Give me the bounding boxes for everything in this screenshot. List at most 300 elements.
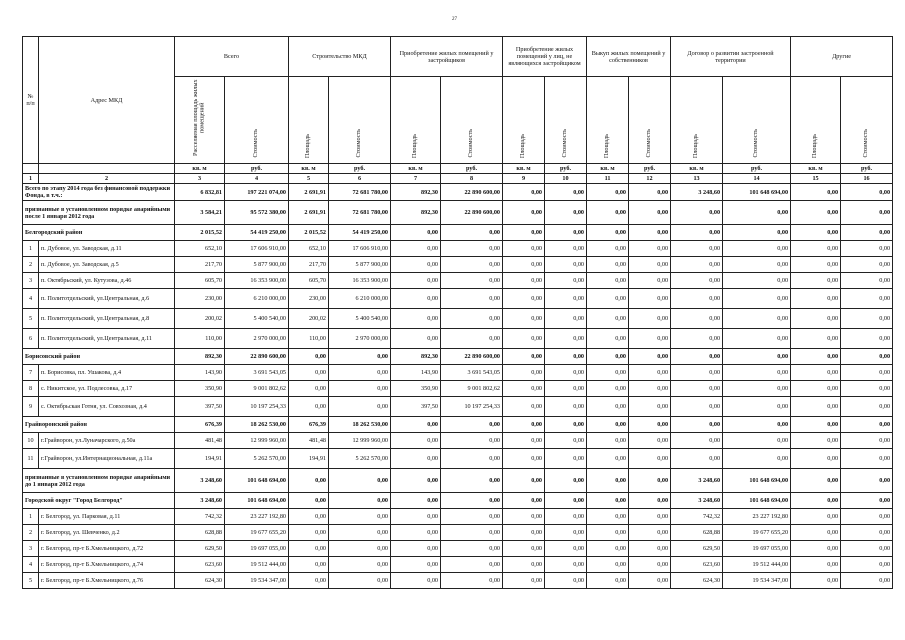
area-value-cell: 194,91 <box>289 449 329 469</box>
area-value-cell: 0,00 <box>587 509 629 525</box>
cost-value-cell: 101 648 694,00 <box>723 184 791 201</box>
cost-value-cell: 0,00 <box>329 541 391 557</box>
row-number: 7 <box>23 365 39 381</box>
cost-value-cell: 0,00 <box>545 417 587 433</box>
area-value-cell: 0,00 <box>671 381 723 397</box>
group-label-cell: Всего по этапу 2014 года без финансовой поддержки Фонда, в т.ч.: <box>23 184 175 201</box>
address-cell: с. Октябрьская Готня, ул. Совхозная, д.4 <box>39 397 175 417</box>
cost-value-cell: 0,00 <box>723 201 791 225</box>
area-value-cell: 481,48 <box>289 433 329 449</box>
cost-value-cell: 54 419 250,00 <box>225 225 289 241</box>
cost-value-cell: 3 691 543,05 <box>441 365 503 381</box>
area-value-cell: 0,00 <box>289 509 329 525</box>
area-value-cell: 0,00 <box>289 541 329 557</box>
column-number: 13 <box>671 174 723 184</box>
area-value-cell: 0,00 <box>671 309 723 329</box>
district-row <box>23 417 893 433</box>
subheader-area: Площадь <box>587 77 629 164</box>
table-row <box>23 557 893 573</box>
area-value-cell: 3 584,21 <box>175 201 225 225</box>
area-value-cell: 2 691,91 <box>289 184 329 201</box>
cost-value-cell: 0,00 <box>629 365 671 381</box>
header-group: Другие <box>791 37 893 77</box>
cost-value-cell: 0,00 <box>329 365 391 381</box>
area-value-cell: 652,10 <box>175 241 225 257</box>
area-value-cell: 0,00 <box>791 329 841 349</box>
cost-value-cell: 19 677 655,20 <box>723 525 791 541</box>
table-row <box>23 449 893 469</box>
area-value-cell: 6 832,81 <box>175 184 225 201</box>
cost-value-cell: 0,00 <box>841 184 893 201</box>
area-value-cell: 0,00 <box>671 449 723 469</box>
address-cell: с. Никитское, ул. Подлесовка, д.17 <box>39 381 175 397</box>
area-value-cell: 0,00 <box>587 525 629 541</box>
column-number: 8 <box>441 174 503 184</box>
cost-value-cell: 0,00 <box>441 469 503 493</box>
unit-label: кв. м <box>791 164 841 174</box>
column-number: 14 <box>723 174 791 184</box>
address-cell: г.Грайворон, ул.Интернациональная, д.11а <box>39 449 175 469</box>
cost-value-cell: 0,00 <box>545 509 587 525</box>
group-label-cell: Белгородский район <box>23 225 175 241</box>
header-group: Строительство МКД <box>289 37 391 77</box>
subheader-area: Площадь <box>671 77 723 164</box>
cost-value-cell: 0,00 <box>723 397 791 417</box>
cost-value-cell: 0,00 <box>629 329 671 349</box>
cost-value-cell: 0,00 <box>545 469 587 493</box>
area-value-cell: 143,90 <box>175 365 225 381</box>
area-value-cell: 628,88 <box>671 525 723 541</box>
area-value-cell: 0,00 <box>587 309 629 329</box>
area-value-cell: 481,48 <box>175 433 225 449</box>
area-value-cell: 0,00 <box>503 365 545 381</box>
area-value-cell: 624,30 <box>671 573 723 589</box>
units-row <box>23 164 893 174</box>
cost-value-cell: 0,00 <box>441 573 503 589</box>
subheader-cost: Стоимость <box>329 77 391 164</box>
area-value-cell: 0,00 <box>503 201 545 225</box>
area-value-cell: 143,90 <box>391 365 441 381</box>
cost-value-cell: 0,00 <box>545 329 587 349</box>
cost-value-cell: 0,00 <box>441 273 503 289</box>
area-value-cell: 0,00 <box>671 289 723 309</box>
cost-value-cell: 0,00 <box>629 417 671 433</box>
group-label-cell: признанные в установленном порядке аварийными после 1 января 2012 года <box>23 201 175 225</box>
cost-value-cell: 72 681 780,00 <box>329 184 391 201</box>
cost-value-cell: 54 419 250,00 <box>329 225 391 241</box>
unit-label: руб. <box>723 164 791 174</box>
cost-value-cell: 0,00 <box>329 557 391 573</box>
cost-value-cell: 2 970 000,00 <box>329 329 391 349</box>
table-row <box>23 289 893 309</box>
unit-label: кв. м <box>587 164 629 174</box>
area-value-cell: 742,32 <box>175 509 225 525</box>
area-value-cell: 0,00 <box>289 493 329 509</box>
total-row <box>23 184 893 201</box>
cost-value-cell: 0,00 <box>545 573 587 589</box>
subheader-area: Площадь <box>503 77 545 164</box>
column-number: 4 <box>225 174 289 184</box>
row-number: 8 <box>23 381 39 397</box>
area-value-cell: 0,00 <box>289 557 329 573</box>
area-value-cell: 0,00 <box>671 225 723 241</box>
group-label-cell: Городской округ "Город Белгород" <box>23 493 175 509</box>
area-value-cell: 0,00 <box>391 573 441 589</box>
cost-value-cell: 0,00 <box>441 525 503 541</box>
table-row <box>23 573 893 589</box>
cost-value-cell: 0,00 <box>629 509 671 525</box>
column-number: 11 <box>587 174 629 184</box>
cost-value-cell: 0,00 <box>841 397 893 417</box>
cost-value-cell: 0,00 <box>441 449 503 469</box>
cost-value-cell: 0,00 <box>545 184 587 201</box>
area-value-cell: 892,30 <box>391 349 441 365</box>
area-value-cell: 0,00 <box>503 349 545 365</box>
cost-value-cell: 0,00 <box>841 241 893 257</box>
cost-value-cell: 101 648 694,00 <box>723 493 791 509</box>
cost-value-cell: 0,00 <box>629 557 671 573</box>
row-number: 5 <box>23 573 39 589</box>
area-value-cell: 397,50 <box>391 397 441 417</box>
cost-value-cell: 0,00 <box>545 541 587 557</box>
cost-value-cell: 17 606 910,00 <box>329 241 391 257</box>
cost-value-cell: 0,00 <box>841 349 893 365</box>
group-label-cell: Грайворонский район <box>23 417 175 433</box>
row-number: 9 <box>23 397 39 417</box>
cost-value-cell: 0,00 <box>329 381 391 397</box>
area-value-cell: 0,00 <box>791 241 841 257</box>
area-value-cell: 0,00 <box>671 257 723 273</box>
cost-value-cell: 0,00 <box>329 469 391 493</box>
cost-value-cell: 0,00 <box>545 433 587 449</box>
table-body <box>23 184 893 589</box>
area-value-cell: 0,00 <box>503 257 545 273</box>
cost-value-cell: 0,00 <box>329 349 391 365</box>
area-value-cell: 3 248,60 <box>175 493 225 509</box>
row-number: 4 <box>23 289 39 309</box>
cost-value-cell: 0,00 <box>723 417 791 433</box>
cost-value-cell: 0,00 <box>629 573 671 589</box>
area-value-cell: 3 248,60 <box>671 184 723 201</box>
cost-value-cell: 0,00 <box>723 365 791 381</box>
area-value-cell: 676,39 <box>289 417 329 433</box>
column-number: 2 <box>39 174 175 184</box>
cost-value-cell: 23 227 192,80 <box>723 509 791 525</box>
area-value-cell: 0,00 <box>391 329 441 349</box>
area-value-cell: 0,00 <box>503 433 545 449</box>
subheader-cost: Стоимость <box>629 77 671 164</box>
area-value-cell: 3 248,60 <box>671 469 723 493</box>
unit-label: руб. <box>225 164 289 174</box>
cost-value-cell: 12 999 960,00 <box>329 433 391 449</box>
cost-value-cell: 10 197 254,33 <box>441 397 503 417</box>
row-number: 2 <box>23 257 39 273</box>
area-value-cell: 3 248,60 <box>175 469 225 493</box>
area-value-cell: 0,00 <box>791 289 841 309</box>
cost-value-cell: 101 648 694,00 <box>225 469 289 493</box>
cost-value-cell: 0,00 <box>629 273 671 289</box>
address-cell: п. Политотдельский, ул.Центральная, д.6 <box>39 289 175 309</box>
header-group: Договор о развитии застроенной территории <box>671 37 791 77</box>
cost-value-cell: 9 001 802,62 <box>441 381 503 397</box>
area-value-cell: 892,30 <box>391 201 441 225</box>
area-value-cell: 350,90 <box>175 381 225 397</box>
area-value-cell: 0,00 <box>791 493 841 509</box>
row-number: 11 <box>23 449 39 469</box>
area-value-cell: 217,70 <box>289 257 329 273</box>
cost-value-cell: 0,00 <box>329 525 391 541</box>
subheader-area: Площадь <box>289 77 329 164</box>
area-value-cell: 0,00 <box>791 541 841 557</box>
cost-value-cell: 197 221 074,00 <box>225 184 289 201</box>
cost-value-cell: 0,00 <box>841 449 893 469</box>
cost-value-cell: 5 400 540,00 <box>329 309 391 329</box>
cost-value-cell: 0,00 <box>723 329 791 349</box>
area-value-cell: 0,00 <box>791 509 841 525</box>
address-cell: п. Борисовка, пл. Ушакова, д.4 <box>39 365 175 381</box>
row-number: 5 <box>23 309 39 329</box>
area-value-cell: 3 248,60 <box>671 493 723 509</box>
area-value-cell: 0,00 <box>503 493 545 509</box>
cost-value-cell: 2 970 000,00 <box>225 329 289 349</box>
cost-value-cell: 0,00 <box>545 257 587 273</box>
area-value-cell: 0,00 <box>587 557 629 573</box>
area-value-cell: 0,00 <box>587 241 629 257</box>
area-value-cell: 0,00 <box>503 573 545 589</box>
area-value-cell: 0,00 <box>587 573 629 589</box>
area-value-cell: 0,00 <box>391 273 441 289</box>
cost-value-cell: 0,00 <box>841 329 893 349</box>
area-value-cell: 0,00 <box>587 273 629 289</box>
column-number: 12 <box>629 174 671 184</box>
area-value-cell: 0,00 <box>391 225 441 241</box>
area-value-cell: 0,00 <box>791 397 841 417</box>
cost-value-cell: 72 681 780,00 <box>329 201 391 225</box>
area-value-cell: 0,00 <box>587 469 629 493</box>
area-value-cell: 0,00 <box>671 397 723 417</box>
table-row <box>23 525 893 541</box>
area-value-cell: 0,00 <box>391 309 441 329</box>
area-value-cell: 0,00 <box>391 433 441 449</box>
cost-value-cell: 3 691 543,05 <box>225 365 289 381</box>
cost-value-cell: 0,00 <box>629 309 671 329</box>
cost-value-cell: 0,00 <box>841 273 893 289</box>
cost-value-cell: 0,00 <box>841 469 893 493</box>
area-value-cell: 0,00 <box>671 365 723 381</box>
cost-value-cell: 5 262 570,00 <box>329 449 391 469</box>
cost-value-cell: 0,00 <box>723 273 791 289</box>
area-value-cell: 676,39 <box>175 417 225 433</box>
area-value-cell: 0,00 <box>503 273 545 289</box>
column-number: 5 <box>289 174 329 184</box>
area-value-cell: 605,70 <box>175 273 225 289</box>
area-value-cell: 0,00 <box>671 433 723 449</box>
row-number: 3 <box>23 541 39 557</box>
table-row <box>23 397 893 417</box>
resettlement-table <box>22 36 893 589</box>
cost-value-cell: 0,00 <box>545 201 587 225</box>
cost-value-cell: 0,00 <box>441 241 503 257</box>
area-value-cell: 2 691,91 <box>289 201 329 225</box>
area-value-cell: 0,00 <box>791 257 841 273</box>
subheader-area: Расселяемая площадь жилых помещений <box>175 77 225 164</box>
area-value-cell: 0,00 <box>503 397 545 417</box>
cost-value-cell: 19 534 347,00 <box>723 573 791 589</box>
cost-value-cell: 0,00 <box>629 541 671 557</box>
area-value-cell: 652,10 <box>289 241 329 257</box>
cost-value-cell: 18 262 530,00 <box>225 417 289 433</box>
subheader-area: Площадь <box>791 77 841 164</box>
area-value-cell: 0,00 <box>391 469 441 493</box>
area-value-cell: 0,00 <box>791 349 841 365</box>
cost-value-cell: 0,00 <box>723 289 791 309</box>
cost-value-cell: 0,00 <box>841 289 893 309</box>
area-value-cell: 0,00 <box>503 525 545 541</box>
area-value-cell: 0,00 <box>671 329 723 349</box>
area-value-cell: 110,00 <box>175 329 225 349</box>
area-value-cell: 2 015,52 <box>175 225 225 241</box>
area-value-cell: 0,00 <box>587 201 629 225</box>
column-number: 3 <box>175 174 225 184</box>
cost-value-cell: 0,00 <box>723 433 791 449</box>
cost-value-cell: 0,00 <box>841 417 893 433</box>
row-number: 2 <box>23 525 39 541</box>
area-value-cell: 0,00 <box>587 329 629 349</box>
cost-value-cell: 0,00 <box>841 557 893 573</box>
row-number: 1 <box>23 509 39 525</box>
cost-value-cell: 0,00 <box>545 225 587 241</box>
cost-value-cell: 0,00 <box>629 397 671 417</box>
area-value-cell: 624,30 <box>175 573 225 589</box>
area-value-cell: 0,00 <box>671 241 723 257</box>
cost-value-cell: 0,00 <box>723 349 791 365</box>
cost-value-cell: 22 890 600,00 <box>441 201 503 225</box>
table-row <box>23 329 893 349</box>
header-address: Адрес МКД <box>39 37 175 164</box>
area-value-cell: 0,00 <box>503 241 545 257</box>
cost-value-cell: 0,00 <box>629 289 671 309</box>
area-value-cell: 0,00 <box>671 201 723 225</box>
area-value-cell: 0,00 <box>587 225 629 241</box>
area-value-cell: 0,00 <box>587 397 629 417</box>
subheader-area: Площадь <box>391 77 441 164</box>
area-value-cell: 742,32 <box>671 509 723 525</box>
area-value-cell: 2 015,52 <box>289 225 329 241</box>
cost-value-cell: 0,00 <box>629 381 671 397</box>
cost-value-cell: 5 400 540,00 <box>225 309 289 329</box>
cost-value-cell: 0,00 <box>441 257 503 273</box>
cost-value-cell: 0,00 <box>723 257 791 273</box>
cost-value-cell: 0,00 <box>723 241 791 257</box>
cost-value-cell: 0,00 <box>841 309 893 329</box>
table-row <box>23 241 893 257</box>
area-value-cell: 0,00 <box>289 365 329 381</box>
address-cell: п. Октябрьский, ул. Кутузова, д.46 <box>39 273 175 289</box>
area-value-cell: 0,00 <box>791 365 841 381</box>
column-number: 6 <box>329 174 391 184</box>
cost-value-cell: 0,00 <box>841 433 893 449</box>
area-value-cell: 0,00 <box>791 573 841 589</box>
subheader-cost: Стоимость <box>441 77 503 164</box>
cost-value-cell: 0,00 <box>329 493 391 509</box>
table-row <box>23 381 893 397</box>
area-value-cell: 0,00 <box>391 541 441 557</box>
area-value-cell: 629,50 <box>175 541 225 557</box>
cost-value-cell: 0,00 <box>545 557 587 573</box>
area-value-cell: 0,00 <box>587 184 629 201</box>
cost-value-cell: 17 606 910,00 <box>225 241 289 257</box>
area-value-cell: 200,02 <box>175 309 225 329</box>
cost-value-cell: 0,00 <box>329 397 391 417</box>
area-value-cell: 0,00 <box>671 349 723 365</box>
column-number: 10 <box>545 174 587 184</box>
table-row <box>23 309 893 329</box>
cost-value-cell: 0,00 <box>629 349 671 365</box>
cost-value-cell: 16 353 900,00 <box>225 273 289 289</box>
area-value-cell: 0,00 <box>289 397 329 417</box>
cost-value-cell: 0,00 <box>441 225 503 241</box>
cost-value-cell: 0,00 <box>545 273 587 289</box>
area-value-cell: 0,00 <box>391 493 441 509</box>
cost-value-cell: 0,00 <box>723 381 791 397</box>
area-value-cell: 0,00 <box>503 509 545 525</box>
subheader-cost: Стоимость <box>545 77 587 164</box>
area-value-cell: 0,00 <box>587 289 629 309</box>
subheader-cost: Стоимость <box>723 77 791 164</box>
column-numbers-row <box>23 174 893 184</box>
area-value-cell: 0,00 <box>791 557 841 573</box>
area-value-cell: 0,00 <box>503 381 545 397</box>
table-row <box>23 273 893 289</box>
cost-value-cell: 19 512 444,00 <box>723 557 791 573</box>
unit-label: кв. м <box>289 164 329 174</box>
cost-value-cell: 0,00 <box>545 349 587 365</box>
cost-value-cell: 0,00 <box>441 433 503 449</box>
cost-value-cell: 0,00 <box>545 493 587 509</box>
cost-value-cell: 5 877 900,00 <box>329 257 391 273</box>
address-cell: п. Дубовое, ул. Заводская, д.11 <box>39 241 175 257</box>
cost-value-cell: 19 534 347,00 <box>225 573 289 589</box>
district-row <box>23 349 893 365</box>
page-number: 27 <box>452 17 457 22</box>
cost-value-cell: 6 210 000,00 <box>225 289 289 309</box>
cost-value-cell: 19 512 444,00 <box>225 557 289 573</box>
cost-value-cell: 101 648 694,00 <box>723 469 791 493</box>
cost-value-cell: 0,00 <box>629 184 671 201</box>
cost-value-cell: 0,00 <box>545 241 587 257</box>
cost-value-cell: 0,00 <box>629 525 671 541</box>
unit-label: кв. м <box>671 164 723 174</box>
cost-value-cell: 0,00 <box>629 241 671 257</box>
cost-value-cell: 0,00 <box>629 469 671 493</box>
column-number: 9 <box>503 174 545 184</box>
cost-value-cell: 0,00 <box>841 365 893 381</box>
cost-value-cell: 19 697 055,00 <box>723 541 791 557</box>
column-number: 1 <box>23 174 39 184</box>
area-value-cell: 0,00 <box>503 225 545 241</box>
area-value-cell: 0,00 <box>391 557 441 573</box>
area-value-cell: 0,00 <box>503 541 545 557</box>
column-number: 16 <box>841 174 893 184</box>
address-cell: п. Дубовое, ул. Заводская, д.5 <box>39 257 175 273</box>
cost-value-cell: 6 210 000,00 <box>329 289 391 309</box>
cost-value-cell: 16 353 900,00 <box>329 273 391 289</box>
area-value-cell: 0,00 <box>503 309 545 329</box>
cost-value-cell: 0,00 <box>841 381 893 397</box>
area-value-cell: 0,00 <box>503 184 545 201</box>
row-number: 1 <box>23 241 39 257</box>
cost-value-cell: 0,00 <box>545 309 587 329</box>
